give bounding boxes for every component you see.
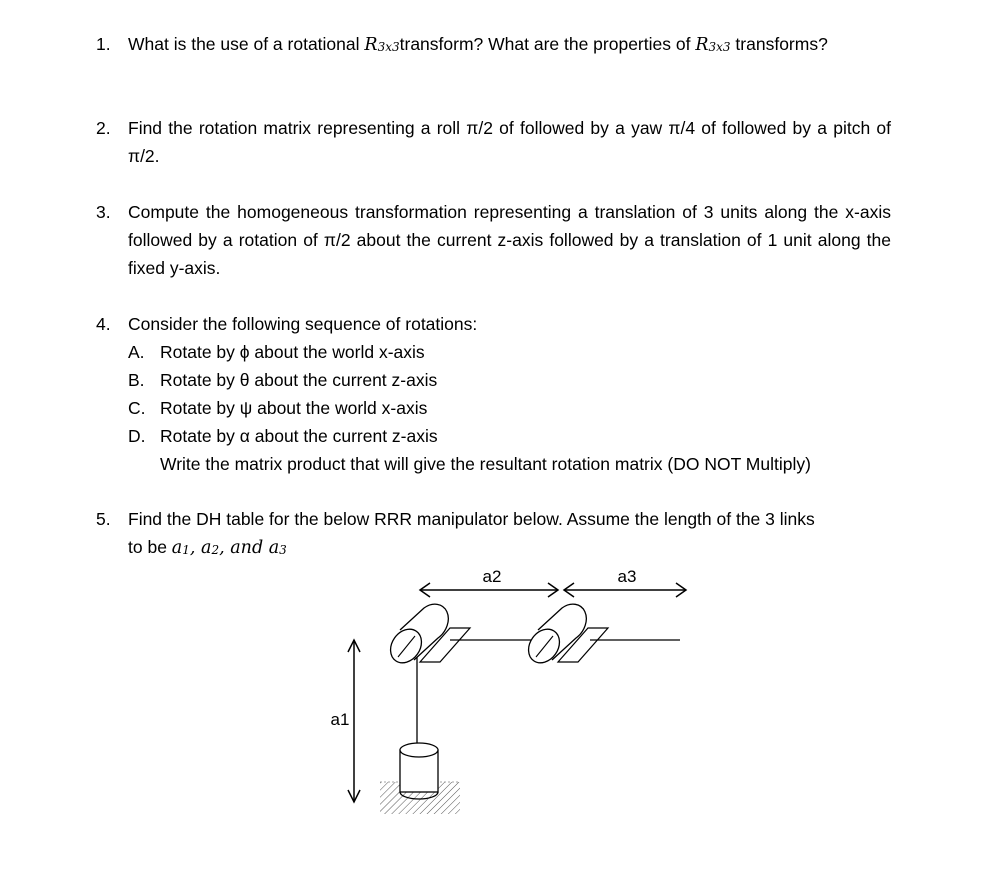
question-text-part: transform? What are the properties of <box>399 34 696 54</box>
rotation-list <box>128 338 891 478</box>
rrr-manipulator-diagram <box>320 560 700 830</box>
list-letter: A. <box>128 342 145 362</box>
question-text <box>128 30 891 60</box>
list-letter: D. <box>128 426 146 446</box>
math-R3x3: $R_{3x3}$ <box>364 35 400 55</box>
question-1 <box>96 30 891 60</box>
question-4 <box>96 310 891 478</box>
list-item <box>128 338 891 366</box>
question-number: 3. <box>96 202 111 222</box>
list-text: Rotate by α about the current z-axis <box>160 426 438 446</box>
base-revolute-joint <box>400 743 438 799</box>
revolute-joint-3 <box>522 604 608 669</box>
question-text-part: to be <box>128 537 172 557</box>
question-text-part: transforms? <box>730 34 828 54</box>
question-note: Write the matrix product that will give the resultant rotation matrix (DO NOT Multiply) <box>160 454 811 474</box>
question-text <box>128 505 891 563</box>
dimension-arrow-a3 <box>564 567 686 597</box>
question-5 <box>96 505 891 563</box>
question-2 <box>96 114 891 170</box>
list-letter: B. <box>128 370 145 390</box>
list-text: Rotate by θ about the current z-axis <box>160 370 438 390</box>
label-a2: a2 <box>482 567 502 586</box>
list-item <box>128 394 891 422</box>
list-letter: C. <box>128 398 146 418</box>
dimension-arrow-a1 <box>331 640 360 802</box>
question-text: Find the rotation matrix representing a roll π/2 of followed by a yaw π/4 of followed by a pitch of π/2. <box>128 118 891 166</box>
question-text: Compute the homogeneous transformation representing a translation of 3 units along the x-axis followed by a rotation of π/2 about the current z-axis followed by a translation of 1 unit along the fixed y-axis. <box>128 202 891 278</box>
label-a1: a1 <box>330 710 350 729</box>
math-link-lengths: $a_1$, $a_2$, and $a_3$ <box>171 538 287 558</box>
question-number: 5. <box>96 509 111 529</box>
question-number: 4. <box>96 314 111 334</box>
question-text-part: What is the use of a rotational <box>128 34 365 54</box>
question-text: Consider the following sequence of rotations: <box>128 314 478 334</box>
question-3 <box>96 198 891 282</box>
list-text: Rotate by ψ about the world x-axis <box>160 398 428 418</box>
list-text: Rotate by ϕ about the world x-axis <box>160 342 425 362</box>
label-a3: a3 <box>617 567 637 586</box>
math-R3x3: $R_{3x3}$ <box>695 35 731 55</box>
question-text-part: Find the DH table for the below RRR manipulator below. Assume the length of the 3 links <box>128 509 815 529</box>
list-item <box>128 366 891 394</box>
question-number: 1. <box>96 34 111 54</box>
list-item <box>128 422 891 450</box>
dimension-arrow-a2 <box>420 567 558 597</box>
revolute-joint-2 <box>384 604 470 669</box>
question-number: 2. <box>96 118 111 138</box>
